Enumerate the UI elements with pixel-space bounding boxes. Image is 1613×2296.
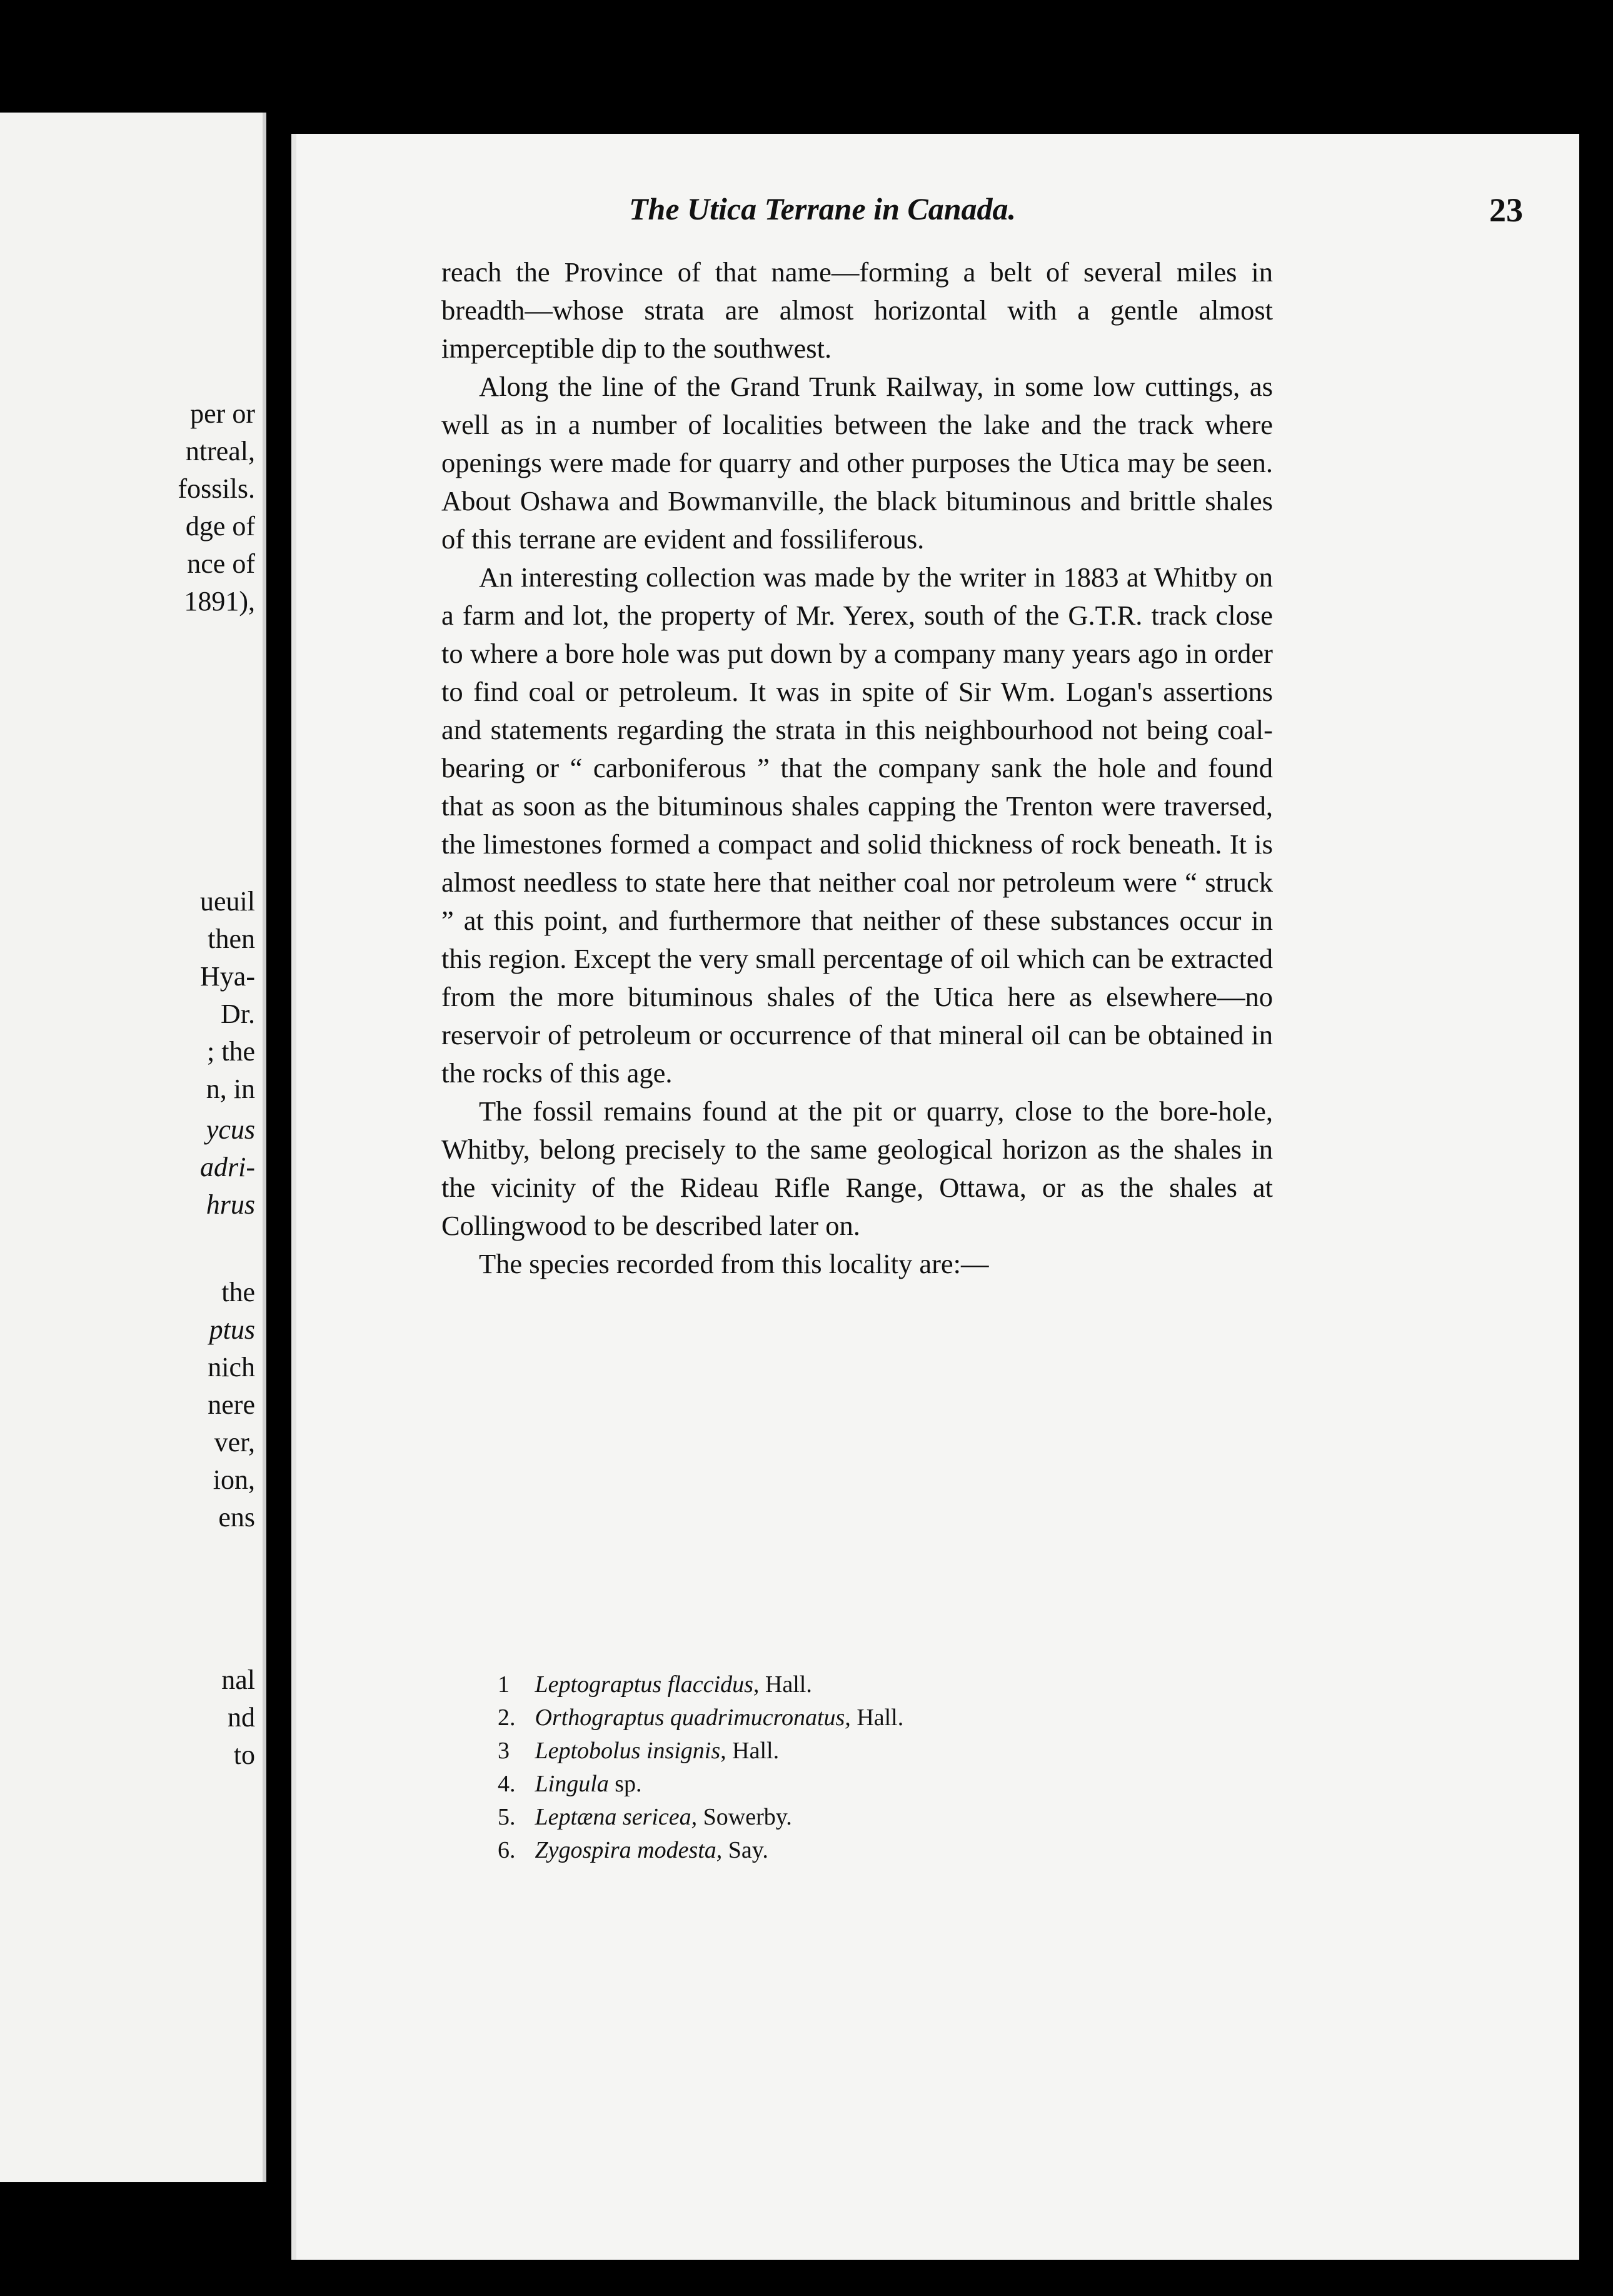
left-page-line: hrus: [206, 1189, 255, 1220]
page-gutter: [266, 125, 291, 2176]
left-page-line: ens: [218, 1502, 255, 1533]
species-item: [498, 1801, 903, 1834]
species-binomial: Leptograptus flaccidus,: [535, 1671, 760, 1698]
left-page-fragment: [0, 113, 266, 2182]
left-page-line: n, in: [206, 1074, 255, 1104]
running-head: [629, 191, 1523, 234]
species-binomial: Lingula: [535, 1771, 609, 1797]
species-number: 5.: [498, 1804, 516, 1830]
left-page-line: ; the: [207, 1036, 255, 1067]
left-page-line: dge of: [185, 511, 255, 541]
paragraph: reach the Province of that name—forming a belt of several miles in breadth—whose strata are almost horizontal with a gentle almost imperceptible dip to the southwest.: [441, 256, 1273, 364]
left-page-line: Hya-: [200, 961, 255, 992]
right-page: [291, 134, 1579, 2260]
left-page-line: ueuil: [200, 886, 255, 917]
left-page-line: nich: [208, 1352, 255, 1382]
species-number: 6.: [498, 1837, 516, 1863]
left-page-line: nere: [208, 1389, 255, 1420]
left-page-line: Dr.: [221, 999, 255, 1029]
species-binomial: Zygospira modesta,: [535, 1837, 723, 1863]
species-binomial: Leptæna sericea,: [535, 1804, 698, 1830]
species-number: 4.: [498, 1771, 516, 1797]
species-item: [498, 1701, 903, 1735]
left-page-line: ver,: [214, 1427, 255, 1458]
left-page-line: fossils.: [178, 473, 255, 504]
left-page-line: ptus: [209, 1314, 255, 1345]
species-author: sp.: [615, 1771, 642, 1797]
species-number: 1: [498, 1671, 510, 1698]
species-list: [498, 1668, 903, 1867]
page-number: 23: [1489, 191, 1523, 229]
body-text: [441, 253, 1273, 1283]
species-author: Sowerby.: [703, 1804, 792, 1830]
left-page-line: nce of: [187, 548, 255, 579]
left-page-line: nal: [221, 1664, 255, 1695]
left-page-line: ion,: [213, 1464, 255, 1495]
species-item: [498, 1735, 903, 1768]
species-binomial: Leptobolus insignis,: [535, 1738, 726, 1764]
species-author: Hall.: [732, 1738, 780, 1764]
running-title: The Utica Terrane in Canada.: [629, 191, 1017, 226]
species-author: Say.: [728, 1837, 768, 1863]
left-page-line: per or: [190, 398, 255, 429]
paragraph: The species recorded from this locality are:—: [479, 1248, 989, 1279]
species-number: 3: [498, 1738, 510, 1764]
species-item: [498, 1668, 903, 1701]
left-page-line: the: [221, 1277, 255, 1307]
left-page-line: ntreal,: [185, 436, 255, 466]
species-author: Hall.: [857, 1704, 904, 1731]
species-binomial: Orthograptus quadrimucronatus,: [535, 1704, 851, 1731]
paragraph: Along the line of the Grand Trunk Railway, in some low cuttings, as well as in a number of localities between the lake and the track where openings were made for quarry and other purposes the Utica may be seen. About Oshawa and Bowmanville, the black bituminous and brittle shales of this terrane are evident and fossiliferous.: [441, 371, 1273, 555]
species-item: [498, 1834, 903, 1867]
left-page-line: adri-: [200, 1152, 255, 1182]
paragraph: The fossil remains found at the pit or quarry, close to the bore-hole, Whitby, belong precisely to the same geological horizon as the shales in the vicinity of the Rideau Rifle Range, Ottawa, or as the shales at Collingwood to be described later on.: [441, 1095, 1273, 1241]
left-page-line: then: [208, 924, 255, 954]
species-number: 2.: [498, 1704, 516, 1731]
left-page-line: ycus: [206, 1114, 255, 1145]
species-item: [498, 1768, 903, 1801]
left-page-line: 1891),: [184, 586, 255, 617]
left-page-line: to: [233, 1740, 255, 1770]
left-page-line: nd: [228, 1702, 255, 1733]
species-author: Hall.: [765, 1671, 812, 1698]
paragraph: An interesting collection was made by the writer in 1883 at Whitby on a farm and lot, the property of Mr. Yerex, south of the G.T.R. track close to where a bore hole was put down by a company many years ago in order to find coal or petroleum. It was in spite of Sir Wm. Logan's assertions and statements regarding the strata in this neighbourhood not being coal-bearing or “ carboniferous ” that the company sank the hole and found that as soon as the bituminous shales capping the Trenton were traversed, the limestones formed a compact and solid thickness of rock beneath. It is almost needless to state here that neither coal nor petroleum were “ struck ” at this point, and furthermore that neither of these substances occur in this region. Except the very small percentage of oil which can be extracted from the more bituminous shales of the Utica here as elsewhere—no reservoir of petroleum or occurrence of that mineral oil can be obtained in the rocks of this age.: [441, 561, 1273, 1089]
